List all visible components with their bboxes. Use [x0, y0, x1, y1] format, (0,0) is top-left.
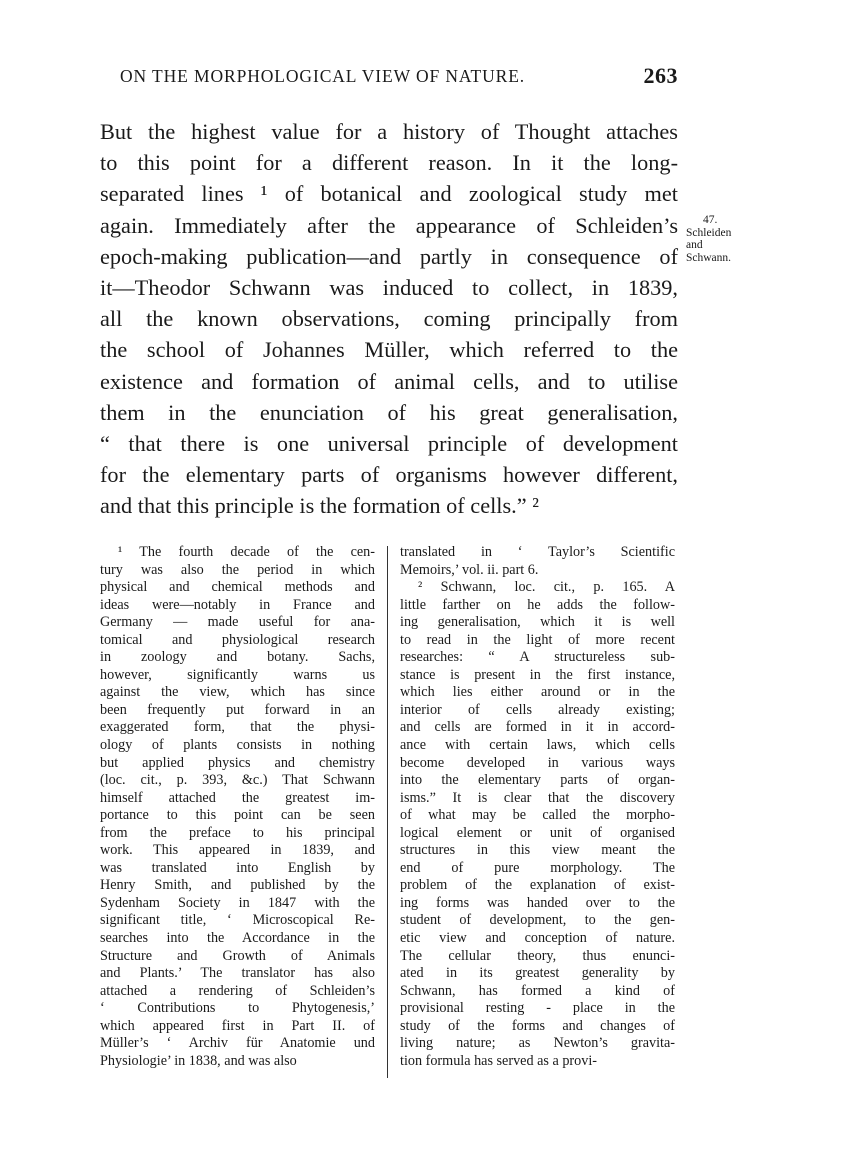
- footnote-line: tomical and physiological research: [100, 631, 375, 648]
- footnote-line: Sydenham Society in 1847 with the: [100, 894, 375, 911]
- main-text-line: separated lines ¹ of botanical and zoological study met: [100, 181, 678, 207]
- main-text-line: But the highest value for a history of Thought attaches: [100, 119, 678, 144]
- footnote-line: ‘ Contributions to Phytogenesis,’: [100, 1000, 375, 1017]
- footnote-line: Physiologie’ in 1838, and was also: [100, 1052, 297, 1069]
- footnote-line: ated in its greatest generality by: [400, 965, 675, 982]
- footnote-line: etic view and conception of nature.: [400, 930, 675, 947]
- footnote-line: (loc. cit., p. 393, &c.) That Schwann: [100, 772, 375, 789]
- footnote-line: searches into the Accordance in the: [100, 930, 375, 947]
- footnote-line: and Plants.’ The translator has also: [100, 965, 375, 982]
- footnote-line: Schwann, has formed a kind of: [400, 982, 675, 999]
- main-text-line: all the known observations, coming principally from: [100, 306, 678, 332]
- footnote-line: Henry Smith, and published by the: [100, 877, 375, 894]
- main-text-line: existence and formation of animal cells, and to utilise: [100, 368, 678, 394]
- main-text-line: to this point for a different reason. In it the long-: [100, 150, 678, 176]
- footnote-line: Memoirs,’ vol. ii. part 6.: [400, 561, 539, 578]
- footnote-line: interior of cells already existing;: [400, 701, 675, 718]
- main-text-line: epoch-making publication—and partly in consequence of: [100, 243, 678, 269]
- margin-note-line: Schleiden: [686, 226, 732, 239]
- footnote-line: attached a rendering of Schleiden’s: [100, 982, 375, 999]
- footnote-line: little farther on he adds the follow-: [400, 596, 675, 613]
- page-number: 263: [643, 63, 678, 88]
- footnote-line: logical element or unit of organised: [400, 824, 675, 841]
- footnote-line: which lies either around or in the: [400, 684, 675, 701]
- footnote-line: isms.” It is clear that the discovery: [400, 789, 675, 806]
- footnote-line: portance to this point can be seen: [100, 807, 375, 824]
- footnote-line: against the view, which has since: [100, 684, 375, 701]
- main-text-line: the school of Johannes Müller, which referred to the: [100, 337, 678, 363]
- margin-note-line: Schwann.: [686, 251, 732, 264]
- footnote-line: and cells are formed in it in accord-: [400, 719, 675, 736]
- footnote-line: provisional resting - place in the: [400, 1000, 675, 1017]
- footnote-line: translated in ‘ Taylor’s Scientific: [400, 544, 675, 560]
- footnote-line: problem of the explanation of exist-: [400, 877, 675, 894]
- footnote-column-left: [100, 544, 375, 1070]
- footnote-line: researches: “ A structureless sub-: [400, 649, 675, 666]
- footnote-line: become developed in various ways: [400, 754, 675, 771]
- main-text-line: again. Immediately after the appearance of Schleiden’s: [100, 212, 678, 238]
- footnote-line: The cellular theory, thus enunci-: [400, 947, 675, 964]
- footnote-line: Müller’s ‘ Archiv für Anatomie und: [100, 1035, 375, 1052]
- footnote-line: but applied physics and chemistry: [100, 754, 375, 771]
- footnotes: [100, 544, 680, 1084]
- footnote-line: ² Schwann, loc. cit., p. 165. A: [418, 579, 675, 596]
- footnote-line: stance is present in the first instance,: [400, 666, 675, 683]
- footnote-line: significant title, ‘ Microscopical Re-: [100, 912, 375, 929]
- footnote-line: which appeared first in Part II. of: [100, 1017, 375, 1034]
- footnote-line: ¹ The fourth decade of the cen-: [118, 544, 375, 560]
- main-text-line: and that this principle is the formation of cells.” ²: [100, 493, 539, 519]
- footnote-line: Germany — made useful for ana-: [100, 614, 375, 631]
- footnote-line: end of pure morphology. The: [400, 859, 675, 876]
- column-divider: [387, 546, 388, 1078]
- footnote-line: tion formula has served as a provi-: [400, 1052, 597, 1069]
- footnote-line: of what may be called the morpho-: [400, 807, 675, 824]
- main-text-line: it—Theodor Schwann was induced to collect, in 1839,: [100, 274, 678, 300]
- footnote-line: exaggerated form, that the physi-: [100, 719, 375, 736]
- main-text-line: “ that there is one universal principle of development: [100, 430, 678, 456]
- footnote-line: tury was also the period in which: [100, 561, 375, 578]
- footnote-line: ing generalisation, which it is well: [400, 614, 675, 631]
- footnote-line: from the preface to his principal: [100, 824, 375, 841]
- footnote-line: study of the forms and changes of: [400, 1017, 675, 1034]
- footnote-line: student of development, to the gen-: [400, 912, 675, 929]
- footnote-line: however, significantly warns us: [100, 666, 375, 683]
- main-text-line: for the elementary parts of organisms however different,: [100, 462, 678, 488]
- footnote-line: structures in this view meant the: [400, 842, 675, 859]
- footnote-line: been frequently put forward in an: [100, 701, 375, 718]
- running-head: [100, 63, 678, 88]
- running-title: ON THE MORPHOLOGICAL VIEW OF NATURE.: [120, 66, 526, 86]
- footnote-column-right: [400, 544, 675, 1070]
- main-text: [100, 116, 678, 521]
- footnote-line: in zoology and botany. Sachs,: [100, 649, 375, 666]
- footnote-line: living nature; as Newton’s gravita-: [400, 1035, 675, 1052]
- footnote-line: ology of plants consists in nothing: [100, 737, 375, 754]
- main-text-line: them in the enunciation of his great generalisation,: [100, 399, 678, 425]
- footnote-line: ideas were—notably in France and: [100, 596, 375, 613]
- footnote-line: to read in the light of more recent: [400, 631, 675, 648]
- footnote-line: ance with certain laws, which cells: [400, 737, 675, 754]
- footnote-line: ing forms was handed over to the: [400, 894, 675, 911]
- footnote-line: was translated into English by: [100, 859, 375, 876]
- margin-note-number: 47.: [703, 214, 718, 226]
- footnote-line: himself attached the greatest im-: [100, 789, 375, 806]
- footnote-line: physical and chemical methods and: [100, 579, 375, 596]
- footnote-line: into the elementary parts of organ-: [400, 772, 675, 789]
- footnote-line: work. This appeared in 1839, and: [100, 842, 375, 859]
- footnote-line: Structure and Growth of Animals: [100, 947, 375, 964]
- margin-note: [686, 214, 756, 264]
- margin-note-line: and: [686, 239, 703, 251]
